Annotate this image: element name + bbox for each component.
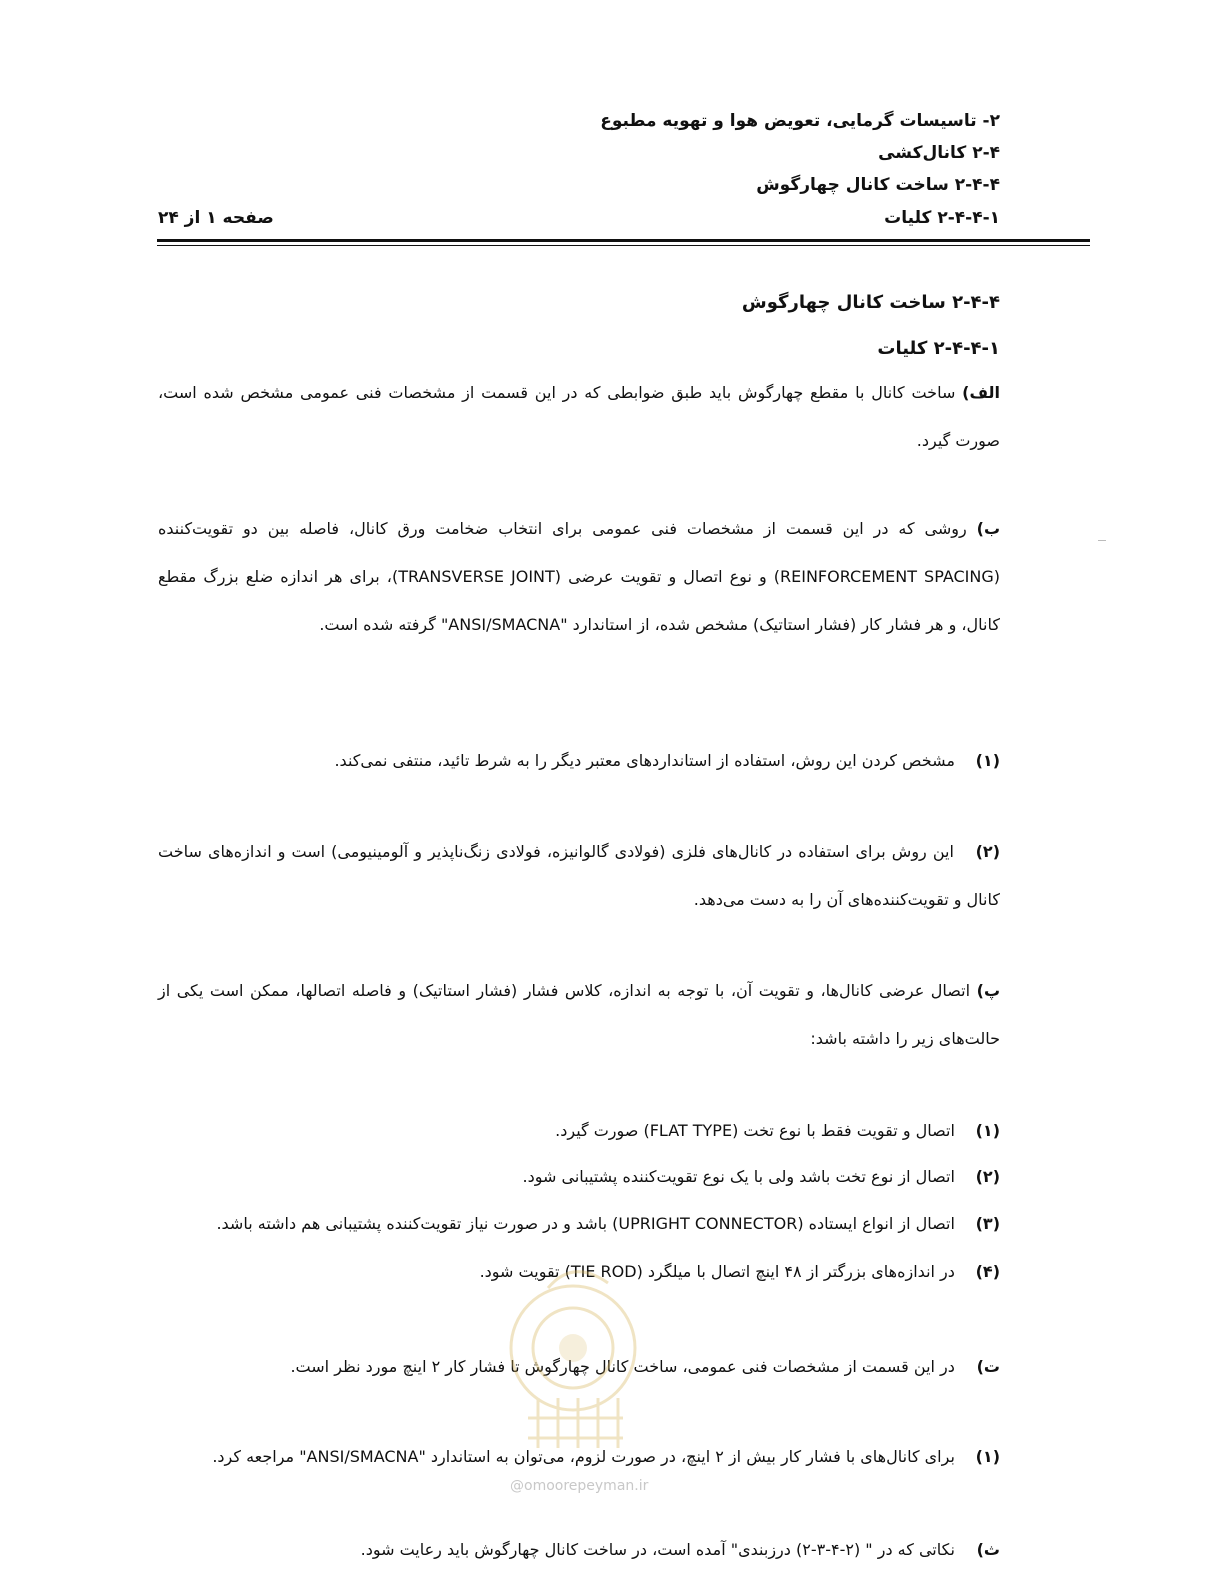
paragraph-text: نکاتی که در " (۲-۴-۳-۲) درزبندی" آمده است، در ساخت کانال چهارگوش باید رعایت شود. [360, 1540, 955, 1559]
paragraph-se [361, 1538, 1000, 1562]
list-item-marker: (۲) [975, 1167, 1000, 1186]
paragraph-marker: ب) [976, 519, 1001, 538]
section-title: ۲-۴-۴ ساخت کانال چهارگوش [741, 292, 1000, 313]
page-number: صفحه ۱ از ۲۴ [158, 208, 274, 228]
list-item-text: اتصال و تقویت فقط با نوع تخت (FLAT TYPE) صورت گیرد. [555, 1121, 955, 1140]
list-item-marker: (۳) [975, 1214, 1000, 1233]
watermark-logo-icon [498, 1248, 648, 1466]
list-item-text: اتصال از نوع تخت باشد ولی با یک نوع تقویت‌کننده پشتیبانی شود. [522, 1167, 955, 1186]
paragraph-be [158, 505, 1000, 649]
header-subsection: ۲-۴-۴ ساخت کانال چهارگوش [756, 175, 1000, 195]
list-item [334, 749, 1000, 773]
margin-mark [1098, 540, 1106, 541]
paragraph-marker: الف) [962, 383, 1001, 402]
paragraph-marker: ث) [976, 1540, 1000, 1559]
paragraph-marker: ت) [976, 1357, 1000, 1376]
paragraph-text: روشی که در این قسمت از مشخصات فنی عمومی برای انتخاب ضخامت ورق کانال، فاصله بین دو تقویت‌کننده (REINFORCEMENT SPACING) و نوع اتصال و تقویت عرضی (TRANSVERSE JOINT)، برای هر اندازه ضلع بزرگ مقطع کانال، و هر فشار کار (فشار استاتیک) مشخص شده، از استاندارد "ANSI/SMACNA" گرفته شده است. [158, 519, 1001, 634]
list-item-text: این روش برای استفاده در کانال‌های فلزی (فولادی گالوانیزه، فولادی زنگ‌ناپذیر و آلومینیومی) است و اندازه‌های ساخت کانال و تقویت‌کننده‌های آن را به دست می‌دهد. [158, 842, 1000, 909]
list-item-marker: (۲) [975, 842, 1000, 861]
list-item [523, 1165, 1000, 1189]
list-item-text: مشخص کردن این روش، استفاده از استانداردهای معتبر دیگر را به شرط تائید، منتفی نمی‌کند. [334, 751, 955, 770]
list-item-text: برای کانال‌های با فشار کار بیش از ۲ اینچ، در صورت لزوم، می‌توان به استاندارد "ANSI/SMACNA" مراجعه کرد. [212, 1447, 955, 1466]
list-item [158, 828, 1000, 924]
header-section: ۲-۴ کانال‌کشی [878, 143, 1000, 163]
watermark-url: @omoorepeyman.ir [510, 1478, 649, 1494]
header-chapter: ۲- تاسیسات گرمایی، تعویض هوا و تهویه مطبوع [600, 111, 1000, 131]
list-item [555, 1119, 1000, 1143]
list-item-marker: (۱) [975, 1121, 1000, 1140]
list-item-marker: (۱) [975, 1447, 1000, 1466]
paragraph-alef [158, 369, 1000, 465]
paragraph-marker: پ) [976, 981, 1001, 1000]
paragraph-pe [158, 967, 1000, 1063]
header-rule-thin [157, 245, 1090, 246]
paragraph-text: اتصال عرضی کانال‌ها، و تقویت آن، با توجه به اندازه، کلاس فشار (فشار استاتیک) و فاصله اتصالها، ممکن است یکی از حالت‌های زیر را داشته باشد: [158, 981, 1000, 1048]
subsection-title: ۲-۴-۴-۱ کلیات [877, 338, 1000, 359]
paragraph-text: ساخت کانال با مقطع چهارگوش باید طبق ضوابطی که در این قسمت از مشخصات فنی عمومی مشخص شده است، صورت گیرد. [158, 383, 1000, 450]
list-item [216, 1212, 1000, 1236]
header-subsubsection: ۲-۴-۴-۱ کلیات [884, 208, 1000, 228]
header-rule-thick [157, 239, 1090, 242]
list-item-marker: (۴) [975, 1262, 1000, 1281]
list-item-marker: (۱) [975, 751, 1000, 770]
list-item-text: اتصال از انواع ایستاده (UPRIGHT CONNECTOR) باشد و در صورت نیاز تقویت‌کننده پشتیبانی هم داشته باشد. [216, 1214, 955, 1233]
list-item-text: در اندازه‌های بزرگتر از ۴۸ اینچ اتصال با میلگرد (TIE ROD) تقویت شود. [479, 1262, 955, 1281]
paragraph-text: در این قسمت از مشخصات فنی عمومی، ساخت کانال چهارگوش تا فشار کار ۲ اینچ مورد نظر است. [290, 1357, 955, 1376]
